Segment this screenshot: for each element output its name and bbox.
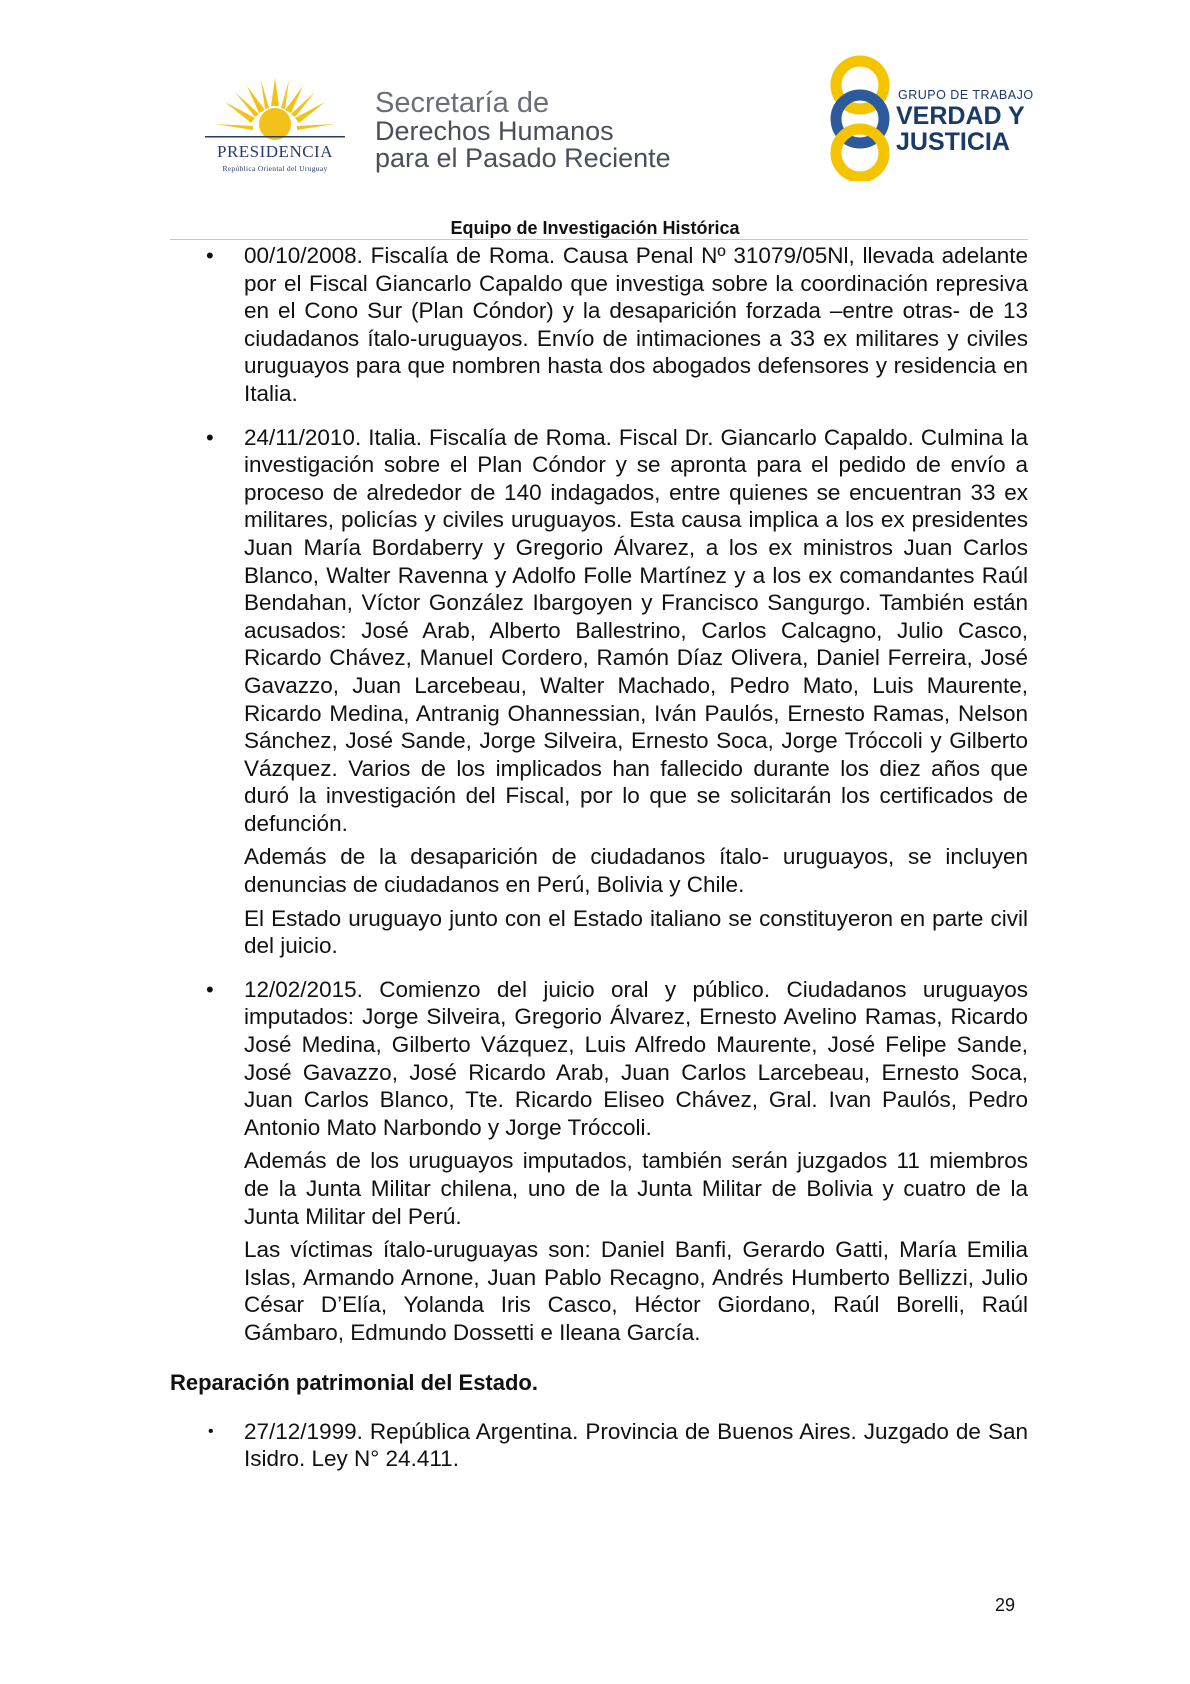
document-body <box>170 242 1028 1489</box>
paragraph: El Estado uruguayo junto con el Estado italiano se constituyeron en parte civil del juicio. <box>244 905 1028 959</box>
presidencia-name: PRESIDENCIA <box>216 142 333 161</box>
secretaria-line1: Secretaría de <box>375 87 550 119</box>
page-number: 29 <box>995 1595 1016 1615</box>
paragraph: 27/12/1999. República Argentina. Provincia de Buenos Aires. Juzgado de San Isidro. Ley N° 24.411. <box>244 1418 1028 1472</box>
justicia-label: JUSTICIA <box>896 128 1010 156</box>
grupo-trabajo-label: GRUPO DE TRABAJO <box>898 88 1034 102</box>
paragraph: Las víctimas ítalo-uruguayas son: Daniel Banfi, Gerardo Gatti, María Emilia Islas, Armando Arnone, Juan Pablo Recagno, Andrés Humberto Bellizzi, Julio César D’Elía, Yolanda Iris Casco, Héctor Giordano, Raúl Borelli, Raúl Gámbaro, Edmundo Dossetti e Ileana García. <box>244 1237 1028 1345</box>
verdad-label: VERDAD Y <box>896 102 1025 130</box>
interlocking-rings-icon <box>820 55 900 181</box>
team-title: Equipo de Investigación Histórica <box>450 218 740 238</box>
paragraph: Además de los uruguayos imputados, también serán juzgados 11 miembros de la Junta Militar chilena, uno de la Junta Militar de Bolivia y cuatro de la Junta Militar del Perú. <box>244 1148 1028 1229</box>
bullet: • <box>206 424 214 450</box>
paragraph: Además de la desaparición de ciudadanos ítalo- uruguayos, se incluyen denuncias de ciudadanos en Perú, Bolivia y Chile. <box>244 844 1028 898</box>
bullet: • <box>208 1422 214 1440</box>
page-header <box>0 0 1190 240</box>
secretaria-title <box>375 88 671 172</box>
presidencia-subtitle: República Oriental del Uruguay <box>222 164 328 173</box>
verdad-justicia-label <box>896 103 1025 155</box>
list-item <box>170 976 1028 1347</box>
paragraph: 12/02/2015. Comienzo del juicio oral y público. Ciudadanos uruguayos imputados: Jorge Silveira, Gregorio Álvarez, Ernesto Avelino Ramas, Ricardo José Medina, Gilberto Vázquez, Luis Alfredo Maurente, José Felipe Sande, José Gavazzo, José Ricardo Arab, Juan Carlos Larcebeau, Ernesto Soca, Juan Carlos Blanco, Tte. Ricardo Eliseo Chávez, Gral. Ivan Paulós, Pedro Antonio Mato Narbondo y Jorge Tróccoli. <box>244 976 1028 1140</box>
secretaria-line3: para el Pasado Reciente <box>375 143 671 173</box>
sun-logo-icon <box>195 78 355 144</box>
header-divider <box>170 239 1028 240</box>
paragraph: 24/11/2010. Italia. Fiscalía de Roma. Fiscal Dr. Giancarlo Capaldo. Culmina la investigación sobre el Plan Cóndor y se apronta para el pedido de envío a proceso de alrededor de 140 indagados, entre quienes se encuentran 33 ex militares, policías y civiles uruguayos. Esta causa implica a los ex presidentes Juan María Bordaberry y Gregorio Álvarez, a los ex ministros Juan Carlos Blanco, Walter Ravenna y Adolfo Folle Martínez y a los ex comandantes Raúl Bendahan, Víctor González Ibargoyen y Francisco Sangurgo. También están acusados: José Arab, Alberto Ballestrino, Carlos Calcagno, Julio Casco, Ricardo Chávez, Manuel Cordero, Ramón Díaz Olivera, Daniel Ferreira, José Gavazzo, Juan Larcebeau, Walter Machado, Pedro Mato, Luis Maurente, Ricardo Medina, Antranig Ohannessian, Iván Paulós, Ernesto Ramas, Nelson Sánchez, José Sande, Jorge Silveira, Ernesto Soca, Jorge Tróccoli y Gilberto Vázquez. Varios de los implicados han fallecido durante los diez años que duró la investigación del Fiscal, por lo que se solicitarán los certificados de defunción. <box>244 424 1028 836</box>
secretaria-line2: Derechos Humanos <box>375 116 614 146</box>
list-item <box>170 424 1028 960</box>
list-item <box>170 242 1028 408</box>
bullet: • <box>206 243 214 268</box>
list-item <box>170 1418 1028 1473</box>
presidencia-logo <box>195 78 355 178</box>
paragraph: 00/10/2008. Fiscalía de Roma. Causa Penal Nº 31079/05Nl, llevada adelante por el Fiscal Giancarlo Capaldo que investiga sobre la coordinación represiva en el Cono Sur (Plan Cóndor) y la desaparición forzada –entre otras- de 13 ciudadanos ítalo-uruguayos. Envío de intimaciones a 33 ex militares y civiles uruguayos para que nombren hasta dos abogados defensores y residencia en Italia. <box>244 243 1028 406</box>
bullet: • <box>206 976 214 1002</box>
section-heading: Reparación patrimonial del Estado. <box>170 1369 538 1395</box>
